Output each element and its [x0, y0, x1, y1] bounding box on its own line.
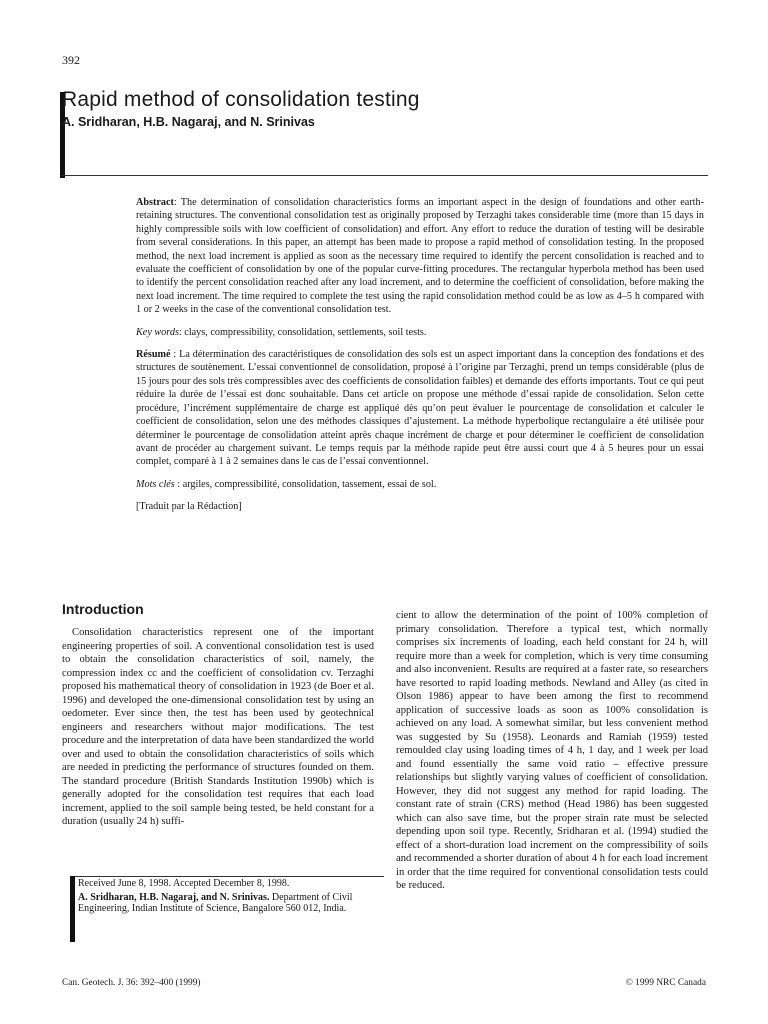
abstract-paragraph [136, 196, 704, 317]
footnote-accent-bar [70, 876, 75, 942]
header-rule [62, 175, 708, 176]
mots-cles-text: : argiles, compressibilité, consolidation, tassement, essai de sol. [174, 478, 437, 490]
footnote-authors-affiliation: Department of Civil Engineering, Indian Institute of Science, Bangalore 560 012, India. [78, 892, 353, 914]
footnote-authors [78, 892, 390, 914]
key-words-paragraph [136, 326, 704, 339]
abstract-label: Abstract [136, 197, 174, 208]
page-number: 392 [62, 53, 80, 67]
footer-copyright: © 1999 NRC Canada [625, 978, 706, 988]
resume-text: : La détermination des caractéristiques de consolidation des sols est un aspect important dans la conception des fondations et des structures de soutènement. L’essai conventionnel de consolidation, proposé à l’origine par Terzaghi, prend un temps considérable (plus de 15 jours pour des sols très compressibles avec des coefficients de consolidation faibles) et demande des efforts importants. Tout ce qui peut réduire la durée de l’essai est donc souhaitable. Dans cet article on propose une méthode d’essai rapide de consolidation. Selon cette procédure, l’incrément supplémentaire de charge est appliqué dès qu’on peut évaluer le pourcentage de consolidation et calculer le coefficient de consolidation, selon une des méthodes classiques d’ajustement. La méthode hyperbolique rectangulaire a été utilisée pour déterminer le pourcentage de consolidation atteint après chaque incrément de charge et pour déterminer le coefficient de consolidation avant de procéder au chargement suivant. Le temps requis par la méthode rapide peut être aussi court que 4 à 5 heures pour un essai complet, comparé à 1 à 2 semaines dans le cas de l’essai conventionnel. [136, 349, 704, 468]
footer-journal: Can. Geotech. J. 36: 392–400 (1999) [62, 978, 201, 988]
footnote-rule [75, 876, 384, 877]
abstract-text: : The determination of consolidation characteristics forms an important aspect in the design of foundations and other earth-retaining structures. The conventional consolidation test as originally proposed by Terzaghi takes considerable time (more than 15 days in highly compressible soils with low coefficient of consolidation) and effort. Any effort to reduce the duration of testing will be desirable from several considerations. In this paper, an attempt has been made to propose a rapid method of consolidation testing. In the proposed method, the next load increment is applied as soon as the necessary time required to identify the percent consolidation is reached and to evaluate the coefficient of consolidation by one of the popular curve-fitting procedures. The rectangular hyperbola method has been used to identify the percent consolidation reached after any load increment, and to determine the coefficient of consolidation, before making the next load increment. The time required to complete the test using the rapid consolidation method could be as low as 4–5 h compared with 1 or 2 weeks in the case of the conventional consolidation test. [136, 197, 704, 316]
mots-cles-paragraph [136, 478, 704, 491]
footnote-authors-name: A. Sridharan, H.B. Nagaraj, and N. Srinivas. [78, 892, 270, 903]
article-authors: A. Sridharan, H.B. Nagaraj, and N. Srinivas [62, 115, 315, 129]
introduction-heading: Introduction [62, 601, 144, 617]
introduction-right-column: cient to allow the determination of the point of 100% completion of primary consolidation. Therefore a typical test, which normally comprises six increments of loading, each held constant for 24 h, will require more than a week for completion, which is very time consuming and also inconvenient. Results are required at a faster rate, so researchers have resorted to rapid loading methods. Newland and Alley (as cited in Olson 1986) appear to have been among the first to recommend application of successive loads as soon as 100% consolidation is achieved on any load. A somewhat similar, but less convenient method was suggested by Su (1958). Leonards and Ramiah (1959) tested remoulded clay using loading times of 4 h, 1 day, and 1 week per load and found essentially the same void ratio – effective pressure relationships but slightly varying values of coefficient of consolidation. However, they did not suggest any method for rapid loading. The constant rate of strain (CRS) method (Head 1986) has been suggested which can also save time, but the proper strain rate must be selected depending upon soil type. Recently, Sridharan et al. (1994) studied the effect of a short-duration load increment on the compressibility of soils and recommended a shorter duration of about 4 h for each load increment in order that the time required for conventional consolidation tests could be reduced. [396, 610, 708, 891]
article-title: Rapid method of consolidation testing [62, 88, 420, 111]
mots-cles-label: Mots clés [136, 478, 175, 490]
resume-label: Résumé [136, 349, 171, 361]
footnote-received: Received June 8, 1998. Accepted December 8, 1998. [78, 878, 290, 889]
key-words-text: : clays, compressibility, consolidation, settlements, soil tests. [178, 326, 427, 338]
resume-paragraph [136, 348, 704, 469]
introduction-left-column: Consolidation characteristics represent one of the important engineering properties of soil. A conventional consolidation test is used to obtain the consolidation characteristics of soil, namely, the compression index cc and the coefficient of consolidation cv. Terzaghi proposed his mathematical theory of consolidation in 1923 (de Boer et al. 1996) and developed the one-dimensional consolidation test by using an oedometer. Ever since then, the test has been used by geotechnical engineers and researchers without major modifications. The test procedure and the interpretation of data have been standardized the world over and used to obtain the consolidation characteristics of soils which are needed in predicting the performance of structures founded on them. The standard procedure (British Standards Institution 1990b) which is generally adopted for the consolidation test requires that each load increment, applied to the soil sample being tested, be held constant for a duration (usually 24 h) suffi- [62, 627, 374, 827]
key-words-label: Key words [136, 326, 179, 338]
abstract-block [136, 196, 704, 523]
traduit-note: [Traduit par la Rédaction] [136, 501, 242, 513]
